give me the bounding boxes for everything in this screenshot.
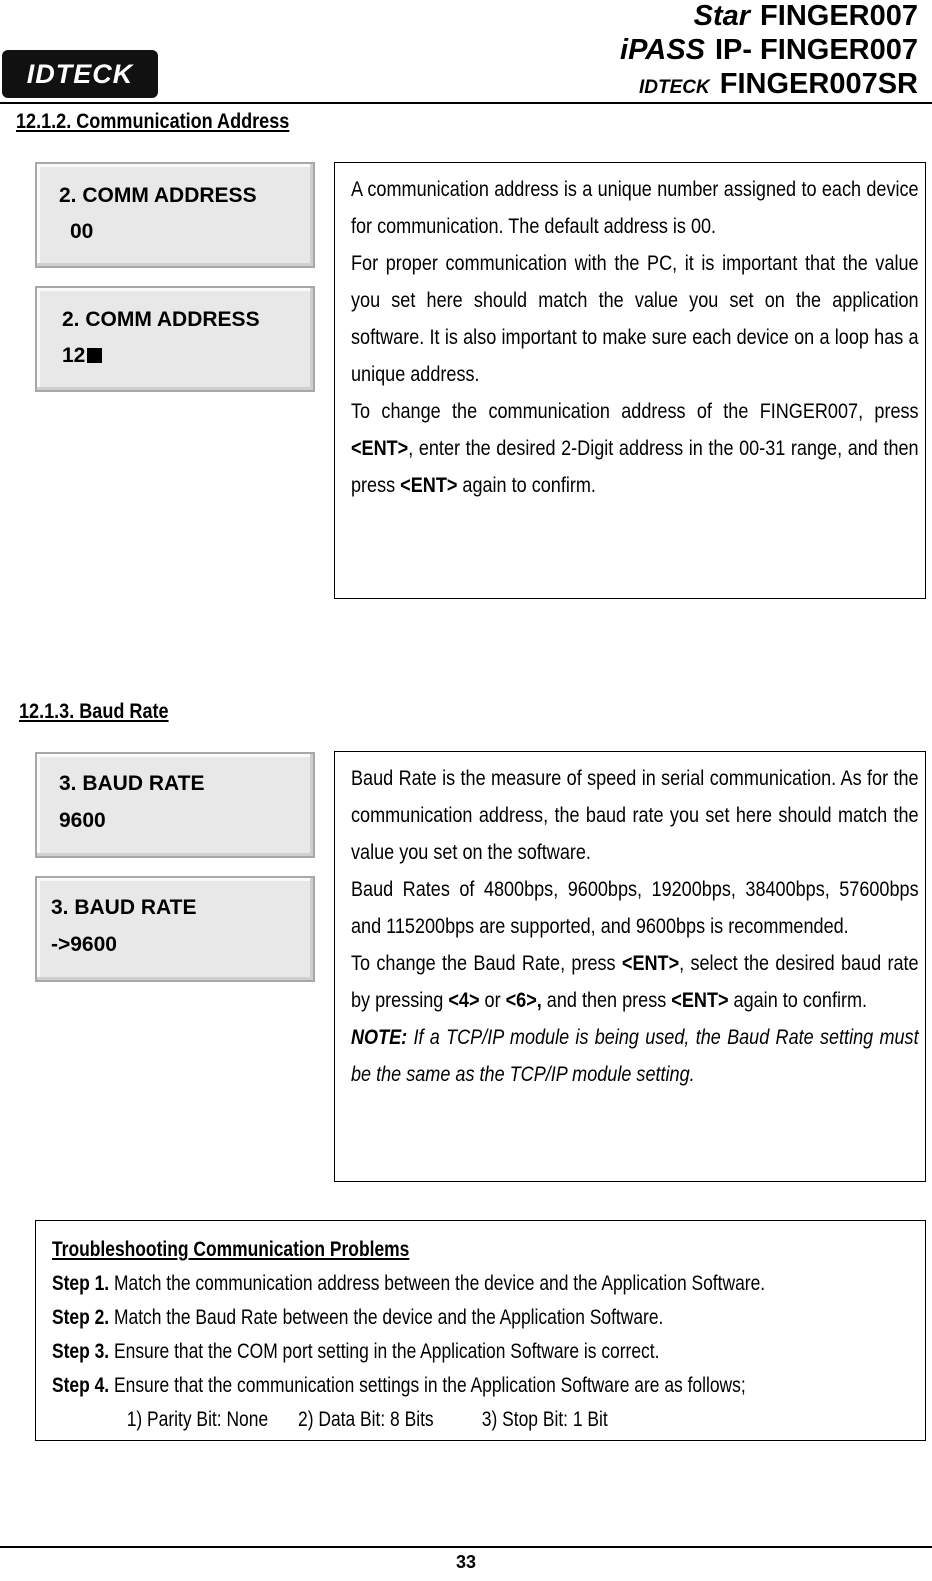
product-name: FINGER007SR: [719, 68, 918, 100]
step-2: Step 2. Match the Baud Rate between the device and the Application Software.: [52, 1306, 664, 1329]
lcd-display-comm-address-default: [35, 162, 315, 268]
ipass-logo-mark: iPASS: [620, 34, 705, 66]
star-logo-mark: Star: [693, 0, 751, 32]
step-1: Step 1. Match the communication address between the device and the Application Software.: [52, 1272, 766, 1295]
product-line-star-finger007: [694, 0, 918, 33]
paragraph: Baud Rates of 4800bps, 9600bps, 19200bps, 38400bps, 57600bps and 115200bps are supported, and 9600bps is recommended.: [351, 878, 919, 938]
step-3: Step 3. Ensure that the COM port setting in the Application Software is correct.: [52, 1340, 660, 1363]
lcd-line1: 2. COMM ADDRESS: [62, 308, 260, 331]
paragraph: To change the Baud Rate, press <ENT>, select the desired baud rate by pressing <4> or <6>, and then press <ENT> again to confirm.: [351, 952, 919, 1012]
stop-bit-setting: 3) Stop Bit: 1 Bit: [481, 1408, 608, 1431]
lcd-line1: 2. COMM ADDRESS: [59, 184, 257, 207]
data-bit-setting: 2) Data Bit: 8 Bits: [298, 1408, 434, 1431]
page-number: 33: [455, 1552, 477, 1572]
description-box-baud-rate: [334, 751, 926, 1182]
section-heading-communication-address: 12.1.2. Communication Address: [16, 110, 290, 133]
idteck-logo-mark: IDTECK: [639, 77, 710, 98]
lcd-display-comm-address-edit: [35, 286, 315, 392]
lcd-line2: 9600: [59, 809, 106, 832]
paragraph: A communication address is a unique number assigned to each device for communication. The default address is 00.: [351, 178, 919, 238]
lcd-display-baud-rate-default: [35, 752, 315, 858]
lcd-line1: 3. BAUD RATE: [59, 772, 205, 795]
parity-bit-setting: 1) Parity Bit: None: [126, 1408, 269, 1431]
footer-rule: [0, 1546, 932, 1548]
description-text: [351, 760, 919, 1093]
lcd-value: 12: [62, 344, 86, 367]
header-rule: [0, 102, 932, 104]
product-line-idteck-finger007sr: [639, 68, 918, 101]
lcd-line2: 00: [70, 220, 94, 243]
communication-settings: [52, 1403, 882, 1437]
lcd-line1: 3. BAUD RATE: [51, 896, 197, 919]
troubleshooting-box: [35, 1220, 926, 1441]
description-text: [351, 171, 919, 504]
product-line-ipass-ip-finger007: [620, 34, 918, 67]
cursor-block-icon: [87, 348, 102, 363]
troubleshooting-title: Troubleshooting Communication Problems: [52, 1238, 410, 1261]
lcd-display-baud-rate-select: [35, 876, 315, 982]
product-name: FINGER007: [760, 0, 918, 32]
product-name: IP- FINGER007: [714, 34, 918, 66]
step-4: Step 4. Ensure that the communication settings in the Application Software are as follows;: [52, 1374, 746, 1397]
lcd-line2: [62, 344, 102, 368]
description-box-communication-address: [334, 162, 926, 599]
lcd-line2: ->9600: [51, 933, 117, 956]
paragraph: To change the communication address of the FINGER007, press <ENT>, enter the desired 2-Digit address in the 00-31 range, and then press <ENT> again to confirm.: [351, 400, 919, 497]
idteck-logo: IDTECK: [2, 50, 158, 98]
note-paragraph: NOTE: If a TCP/IP module is being used, the Baud Rate setting must be the same as the TCP/IP module setting.: [351, 1026, 919, 1086]
troubleshooting-text: [52, 1233, 882, 1437]
paragraph: Baud Rate is the measure of speed in serial communication. As for the communication address, the baud rate you set here should match the value you set on the software.: [351, 767, 919, 864]
section-heading-baud-rate: 12.1.3. Baud Rate: [19, 700, 169, 723]
paragraph: For proper communication with the PC, it is important that the value you set here should match the value you set on the application software. It is also important to make sure each device on a loop has a unique address.: [351, 252, 919, 386]
